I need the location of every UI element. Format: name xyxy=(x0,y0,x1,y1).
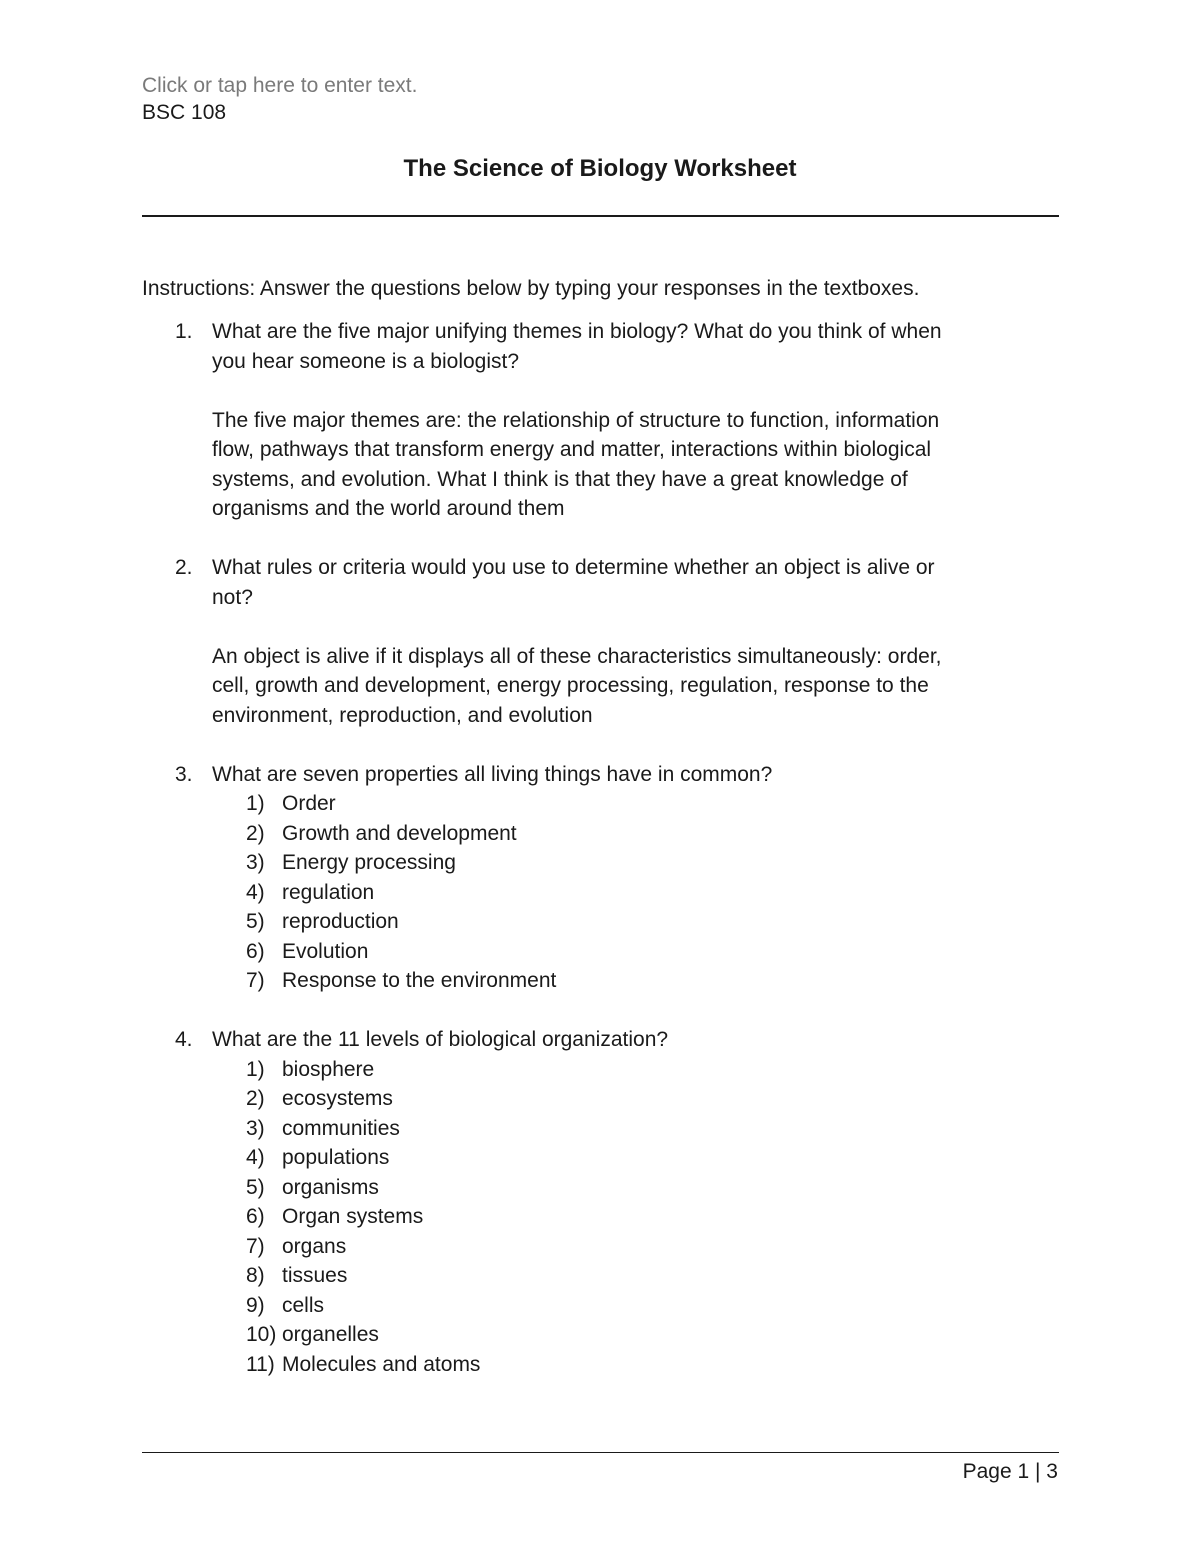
page-title: The Science of Biology Worksheet xyxy=(403,155,797,182)
list-item xyxy=(246,1173,1042,1203)
list-item-text: Response to the environment xyxy=(282,969,557,992)
spacer xyxy=(142,730,1042,760)
list-item-text: organs xyxy=(282,1234,347,1258)
answer-line: An object is alive if it displays all of these characteristics simultaneously: order, xyxy=(212,644,942,668)
answer-textbox[interactable] xyxy=(142,642,1042,731)
list-item-number: 6) xyxy=(246,939,265,963)
question-block xyxy=(142,1025,1042,1379)
question-text xyxy=(142,553,1042,612)
answer-list[interactable] xyxy=(142,789,1042,996)
question-block xyxy=(142,760,1042,1026)
answer-line: organisms and the world around them xyxy=(212,497,565,520)
question-line: What are the five major unifying themes in biology? What do you think of when xyxy=(212,320,942,343)
list-item-number: 5) xyxy=(246,910,265,933)
list-item xyxy=(246,1084,1042,1114)
answer-line: environment, reproduction, and evolution xyxy=(212,703,593,727)
list-item-text: tissues xyxy=(282,1264,348,1287)
list-item-number: 9) xyxy=(246,1293,265,1317)
list-item xyxy=(246,1320,1042,1350)
list-item-number: 11) xyxy=(246,1352,275,1376)
list-item xyxy=(246,1202,1042,1232)
question-text xyxy=(142,760,1042,790)
question-list xyxy=(142,317,1042,1379)
list-item-number: 6) xyxy=(246,1205,265,1228)
list-item-number: 1) xyxy=(246,792,265,815)
list-item xyxy=(246,1055,1042,1085)
question-line: not? xyxy=(212,585,253,609)
list-item-text: Order xyxy=(282,792,336,815)
list-item-text: reproduction xyxy=(282,910,399,933)
list-item xyxy=(246,848,1042,878)
list-item-text: populations xyxy=(282,1146,390,1169)
title-divider xyxy=(142,215,1059,217)
list-item xyxy=(246,1114,1042,1144)
question-number: 3. xyxy=(175,762,193,786)
name-text-field[interactable]: Click or tap here to enter text. xyxy=(142,74,418,97)
list-item-number: 2) xyxy=(246,821,265,845)
answer-line: systems, and evolution. What I think is that they have a great knowledge of xyxy=(212,467,908,491)
list-item-text: communities xyxy=(282,1116,400,1140)
list-item xyxy=(246,878,1042,908)
instructions: Instructions: Answer the questions below by typing your responses in the textboxes. xyxy=(142,277,920,300)
footer-divider xyxy=(142,1452,1059,1453)
list-item-text: ecosystems xyxy=(282,1087,393,1110)
question-text xyxy=(142,1025,1042,1055)
list-item-text: organisms xyxy=(282,1175,379,1199)
list-item-text: Energy processing xyxy=(282,851,456,874)
list-item-text: organelles xyxy=(282,1323,379,1346)
list-item-number: 3) xyxy=(246,1116,265,1140)
question-number: 1. xyxy=(175,320,193,343)
list-item xyxy=(246,937,1042,967)
list-item-number: 7) xyxy=(246,969,265,992)
question-line: you hear someone is a biologist? xyxy=(212,349,520,373)
question-block xyxy=(142,553,1042,760)
answer-textbox[interactable] xyxy=(142,406,1042,524)
question-line: What are the 11 levels of biological organization? xyxy=(212,1028,669,1051)
list-item-text: biosphere xyxy=(282,1057,375,1081)
list-item xyxy=(246,1143,1042,1173)
list-item xyxy=(246,819,1042,849)
answer-line: The five major themes are: the relationship of structure to function, information xyxy=(212,408,940,432)
list-item-number: 4) xyxy=(246,880,265,904)
list-item-text: Growth and development xyxy=(282,821,517,845)
list-item-text: Organ systems xyxy=(282,1205,424,1228)
list-item xyxy=(246,1291,1042,1321)
spacer xyxy=(142,996,1042,1026)
list-item-text: cells xyxy=(282,1293,325,1317)
list-item-number: 2) xyxy=(246,1087,265,1110)
list-item-number: 8) xyxy=(246,1264,265,1287)
list-item-text: regulation xyxy=(282,880,375,904)
list-item xyxy=(246,907,1042,937)
list-item-text: Evolution xyxy=(282,939,369,963)
spacer xyxy=(142,524,1042,554)
list-item xyxy=(246,1350,1042,1380)
answer-line: cell, growth and development, energy processing, regulation, response to the xyxy=(212,674,929,697)
list-item-number: 10) xyxy=(246,1323,277,1346)
answer-list[interactable] xyxy=(142,1055,1042,1380)
course-code: BSC 108 xyxy=(142,101,227,124)
list-item-number: 1) xyxy=(246,1057,265,1081)
question-line: What are seven properties all living things have in common? xyxy=(212,762,773,786)
list-item xyxy=(246,789,1042,819)
list-item-text: Molecules and atoms xyxy=(282,1352,481,1376)
list-item-number: 5) xyxy=(246,1175,265,1199)
list-item-number: 4) xyxy=(246,1146,265,1169)
question-number: 2. xyxy=(175,556,193,579)
list-item xyxy=(246,966,1042,996)
page-number: Page 1 | 3 xyxy=(962,1460,1058,1483)
question-number: 4. xyxy=(175,1028,193,1051)
list-item-number: 3) xyxy=(246,851,265,874)
list-item-number: 7) xyxy=(246,1234,265,1258)
list-item xyxy=(246,1232,1042,1262)
question-line: What rules or criteria would you use to determine whether an object is alive or xyxy=(212,556,935,579)
list-item xyxy=(246,1261,1042,1291)
answer-line: flow, pathways that transform energy and matter, interactions within biological xyxy=(212,438,932,461)
question-block xyxy=(142,317,1042,553)
question-text xyxy=(142,317,1042,376)
